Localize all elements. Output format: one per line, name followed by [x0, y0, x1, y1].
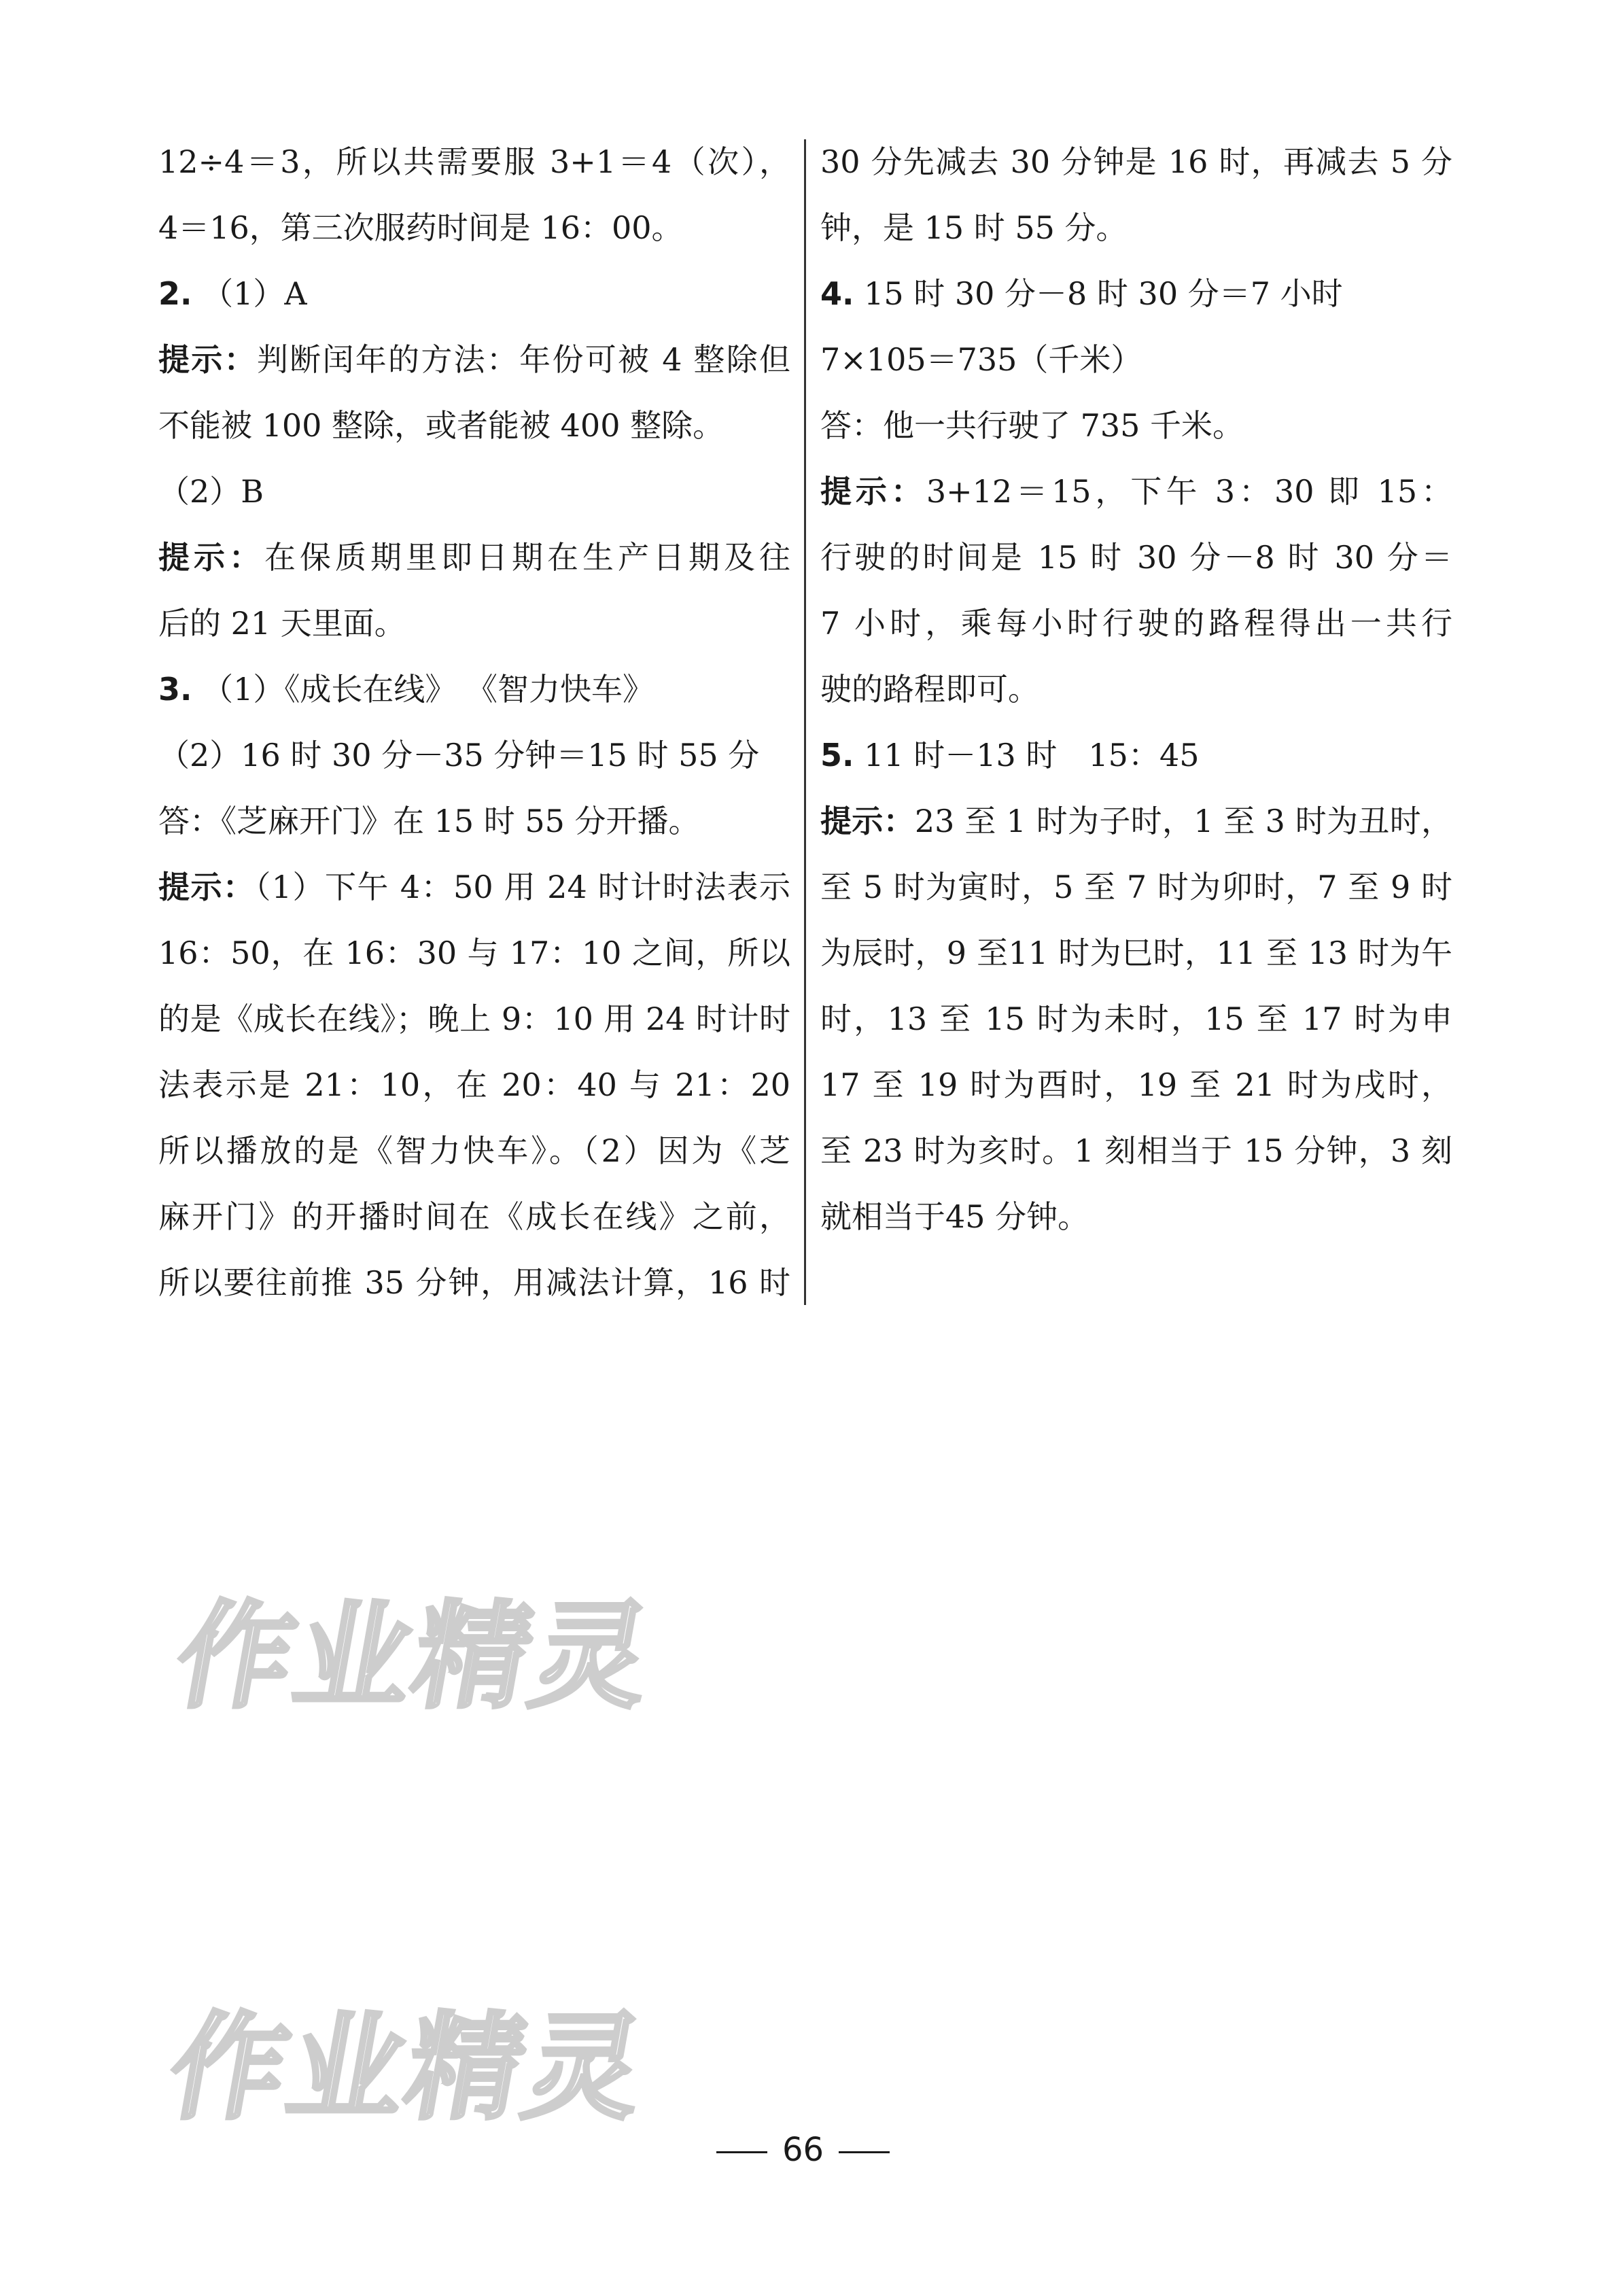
text-line: 12÷4＝3，所以共需要服 3+1＝4（次），: [158, 143, 790, 180]
text-line: 时，13 至 15 时为未时，15 至 17 时为申: [820, 1001, 1452, 1037]
text-line: 的是《成长在线》；晚上 9：10 用 24 时计时: [158, 1001, 790, 1037]
text-line: 所以播放的是《智力快车》。（2）因为《芝: [158, 1132, 790, 1169]
hint-line: 提示：判断闰年的方法：年份可被 4 整除但: [158, 341, 790, 378]
text-line: 驶的路程即可。: [820, 671, 1039, 708]
hint-line: 提示：在保质期里即日期在生产日期及往: [158, 539, 790, 576]
text-line: 7 小时，乘每小时行驶的路程得出一共行: [820, 605, 1452, 642]
answer-line: 答：《芝麻开门》在 15 时 55 分开播。: [158, 803, 700, 839]
page-number: 66: [782, 2131, 824, 2169]
watermark: 作业精灵: [166, 1590, 663, 1724]
text-line: 就相当于45 分钟。: [820, 1198, 1089, 1235]
question-4: 4. 15 时 30 分－8 时 30 分＝7 小时: [820, 275, 1343, 312]
text-line: 麻开门》的开播时间在《成长在线》之前，: [158, 1198, 790, 1235]
footer-dash-right: [839, 2151, 890, 2153]
hint-line: 提示：（1）下午 4：50 用 24 时计时法表示: [158, 869, 790, 905]
footer-dash-left: [716, 2151, 767, 2153]
text-line: 法表示是 21：10，在 20：40 与 21：20: [158, 1066, 790, 1103]
question-3: 3. （1）《成长在线》 《智力快车》: [158, 671, 654, 708]
text-line: 至 23 时为亥时。1 刻相当于 15 分钟，3 刻: [820, 1132, 1452, 1169]
column-divider: [804, 139, 806, 1305]
left-column: [158, 129, 790, 1316]
question-5: 5. 11 时－13 时 15：45: [820, 737, 1200, 773]
text-line: 钟，是 15 时 55 分。: [820, 209, 1128, 246]
answer-line: 答：他一共行驶了 735 千米。: [820, 407, 1244, 444]
text-line: 16：50，在 16：30 与 17：10 之间，所以: [158, 935, 790, 971]
text-line: （2）B: [158, 473, 264, 510]
hint-line: 提示：3+12＝15，下午 3：30 即 15：: [820, 473, 1452, 510]
text-line: 4＝16，第三次服药时间是 16：00。: [158, 209, 683, 246]
hint-line: 提示：23 至 1 时为子时，1 至 3 时为丑时，: [820, 803, 1452, 839]
text-line: 所以要往前推 35 分钟，用减法计算，16 时: [158, 1264, 790, 1301]
text-line: （2）16 时 30 分－35 分钟＝15 时 55 分: [158, 737, 760, 773]
text-line: 17 至 19 时为酉时，19 至 21 时为戌时，: [820, 1066, 1452, 1103]
text-line: 至 5 时为寅时，5 至 7 时为卯时，7 至 9 时: [820, 869, 1452, 905]
text-line: 不能被 100 整除，或者能被 400 整除。: [158, 407, 725, 444]
text-line: 30 分先减去 30 分钟是 16 时，再减去 5 分: [820, 143, 1452, 180]
text-line: 行驶的时间是 15 时 30 分－8 时 30 分＝: [820, 539, 1452, 576]
right-column: [820, 129, 1452, 1250]
watermark: 作业精灵: [159, 2001, 657, 2136]
text-line: 7×105＝735（千米）: [820, 341, 1142, 378]
question-2: 2. （1）A: [158, 275, 307, 312]
page-footer: [0, 2131, 1606, 2169]
text-line: 后的 21 天里面。: [158, 605, 406, 642]
text-line: 为辰时，9 至11 时为巳时，11 至 13 时为午: [820, 935, 1452, 971]
